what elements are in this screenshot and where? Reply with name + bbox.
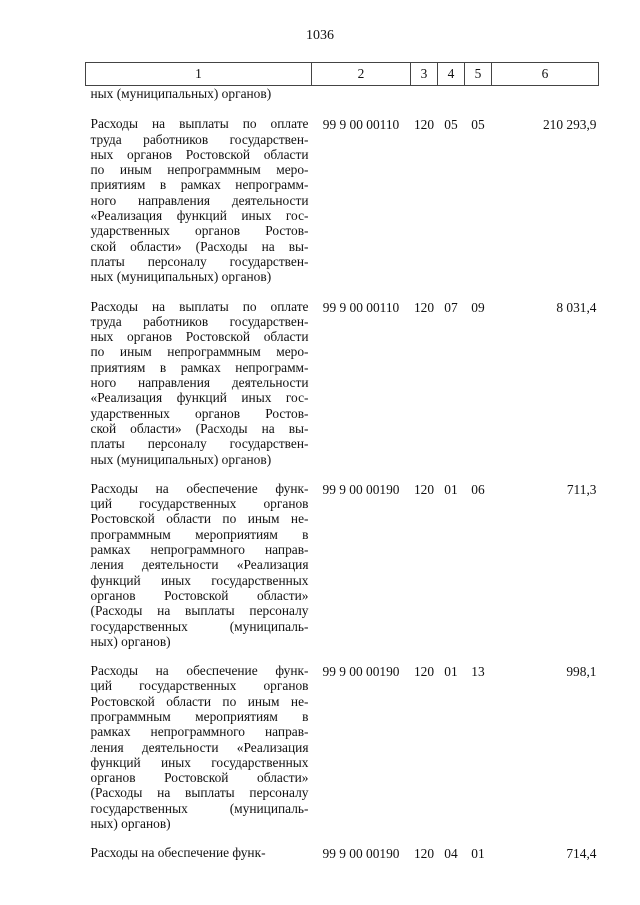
description-line: Расходы на обеспечение функ- <box>90 480 309 496</box>
description-line: органов Ростовской области» <box>90 770 309 786</box>
row-col-4: 01 <box>444 481 458 497</box>
row-description <box>86 845 312 874</box>
row-col-5: 09 <box>471 299 485 315</box>
table-row <box>86 116 599 298</box>
description-line: ных (муниципальных) органов) <box>90 86 272 101</box>
row-code: 99 9 00 00190 <box>322 481 400 497</box>
description-line: ных органов Ростовской области <box>90 146 309 162</box>
description-line: «Реализация функций иных гос- <box>90 390 309 406</box>
description-line: по иным непрограммным меро- <box>90 344 309 360</box>
description-line: функций иных государственных <box>90 754 309 770</box>
row-amount: 210 293,9 <box>542 117 597 133</box>
row-code: 99 9 00 00190 <box>322 664 400 680</box>
row-col-3: 120 <box>413 664 435 680</box>
row-amount: 8 031,4 <box>556 299 597 315</box>
description-line: ных) органов) <box>90 816 171 832</box>
column-header-3: 3 <box>411 63 438 86</box>
row-col-3: 120 <box>413 299 435 315</box>
row-col-3: 120 <box>413 117 435 133</box>
description-line: функций иных государственных <box>90 572 309 588</box>
table-body <box>86 86 599 875</box>
row-description <box>86 663 312 845</box>
continuation-text <box>86 86 312 117</box>
description-line: ций государственных органов <box>90 496 309 512</box>
column-header-2: 2 <box>312 63 411 86</box>
description-line: по иным непрограммным меро- <box>90 162 309 178</box>
description-line: ного направления деятельности <box>90 375 309 391</box>
description-line: ных (муниципальных) органов) <box>90 269 272 285</box>
description-line: рамках непрограммного направ- <box>90 724 309 740</box>
page-number: 1036 <box>306 28 334 43</box>
description-line: государственных (муниципаль- <box>90 618 309 634</box>
table-row <box>86 299 599 481</box>
row-code: 99 9 00 00190 <box>322 846 400 862</box>
description-line: платы персоналу государствен- <box>90 436 309 452</box>
row-code: 99 9 00 00110 <box>322 117 400 133</box>
description-line: Расходы на обеспечение функ- <box>90 663 309 679</box>
description-line: ударственных органов Ростов- <box>90 223 309 239</box>
description-line: ления деятельности «Реализация <box>90 557 309 573</box>
description-line: Ростовской области по иным не- <box>90 693 309 709</box>
row-col-4: 01 <box>444 664 458 680</box>
description-line: ного направления деятельности <box>90 192 309 208</box>
description-line: ской области» (Расходы на вы- <box>90 420 309 436</box>
description-line: ской области» (Расходы на вы- <box>90 238 309 254</box>
description-line: Расходы на обеспечение функ- <box>90 845 266 861</box>
row-col-4: 05 <box>444 117 458 133</box>
description-line: платы персоналу государствен- <box>90 253 309 269</box>
description-line: рамках непрограммного направ- <box>90 542 309 558</box>
row-amount: 998,1 <box>566 664 597 680</box>
table-header-row <box>86 63 599 86</box>
description-line: (Расходы на выплаты персоналу <box>90 785 309 801</box>
description-line: Ростовской области по иным не- <box>90 511 309 527</box>
description-line: ударственных органов Ростов- <box>90 405 309 421</box>
description-line: ных) органов) <box>90 633 171 649</box>
row-col-5: 13 <box>471 664 485 680</box>
description-line: ций государственных органов <box>90 678 309 694</box>
description-line: государственных (муниципаль- <box>90 800 309 816</box>
column-header-4: 4 <box>438 63 465 86</box>
description-line: «Реализация функций иных гос- <box>90 208 309 224</box>
column-header-5: 5 <box>465 63 492 86</box>
column-header-1: 1 <box>86 63 312 86</box>
description-line: программным мероприятиям в <box>90 708 309 724</box>
row-description <box>86 481 312 663</box>
description-line: приятиям в рамках непрограмм- <box>90 177 309 193</box>
row-amount: 711,3 <box>566 481 597 497</box>
row-col-3: 120 <box>413 481 435 497</box>
row-col-3: 120 <box>413 846 435 862</box>
description-line: Расходы на выплаты по оплате <box>90 298 309 314</box>
description-line: труда работников государствен- <box>90 313 309 329</box>
column-header-6: 6 <box>492 63 599 86</box>
row-amount: 714,4 <box>566 846 597 862</box>
budget-table <box>85 62 599 875</box>
table-row <box>86 663 599 845</box>
row-col-5: 06 <box>471 481 485 497</box>
description-line: ных (муниципальных) органов) <box>90 451 272 467</box>
row-description <box>86 116 312 298</box>
description-line: труда работников государствен- <box>90 131 309 147</box>
description-line: ных органов Ростовской области <box>90 329 309 345</box>
continuation-row <box>86 86 599 117</box>
description-line: Расходы на выплаты по оплате <box>90 116 309 132</box>
row-code: 99 9 00 00110 <box>322 299 400 315</box>
description-line: приятиям в рамках непрограмм- <box>90 359 309 375</box>
description-line: (Расходы на выплаты персоналу <box>90 603 309 619</box>
row-col-5: 05 <box>471 117 485 133</box>
description-line: программным мероприятиям в <box>90 526 309 542</box>
description-line: органов Ростовской области» <box>90 587 309 603</box>
description-line: ления деятельности «Реализация <box>90 739 309 755</box>
row-col-4: 04 <box>444 846 458 862</box>
table-row <box>86 481 599 663</box>
row-description <box>86 299 312 481</box>
table-row <box>86 845 599 874</box>
row-col-4: 07 <box>444 299 458 315</box>
row-col-5: 01 <box>471 846 485 862</box>
